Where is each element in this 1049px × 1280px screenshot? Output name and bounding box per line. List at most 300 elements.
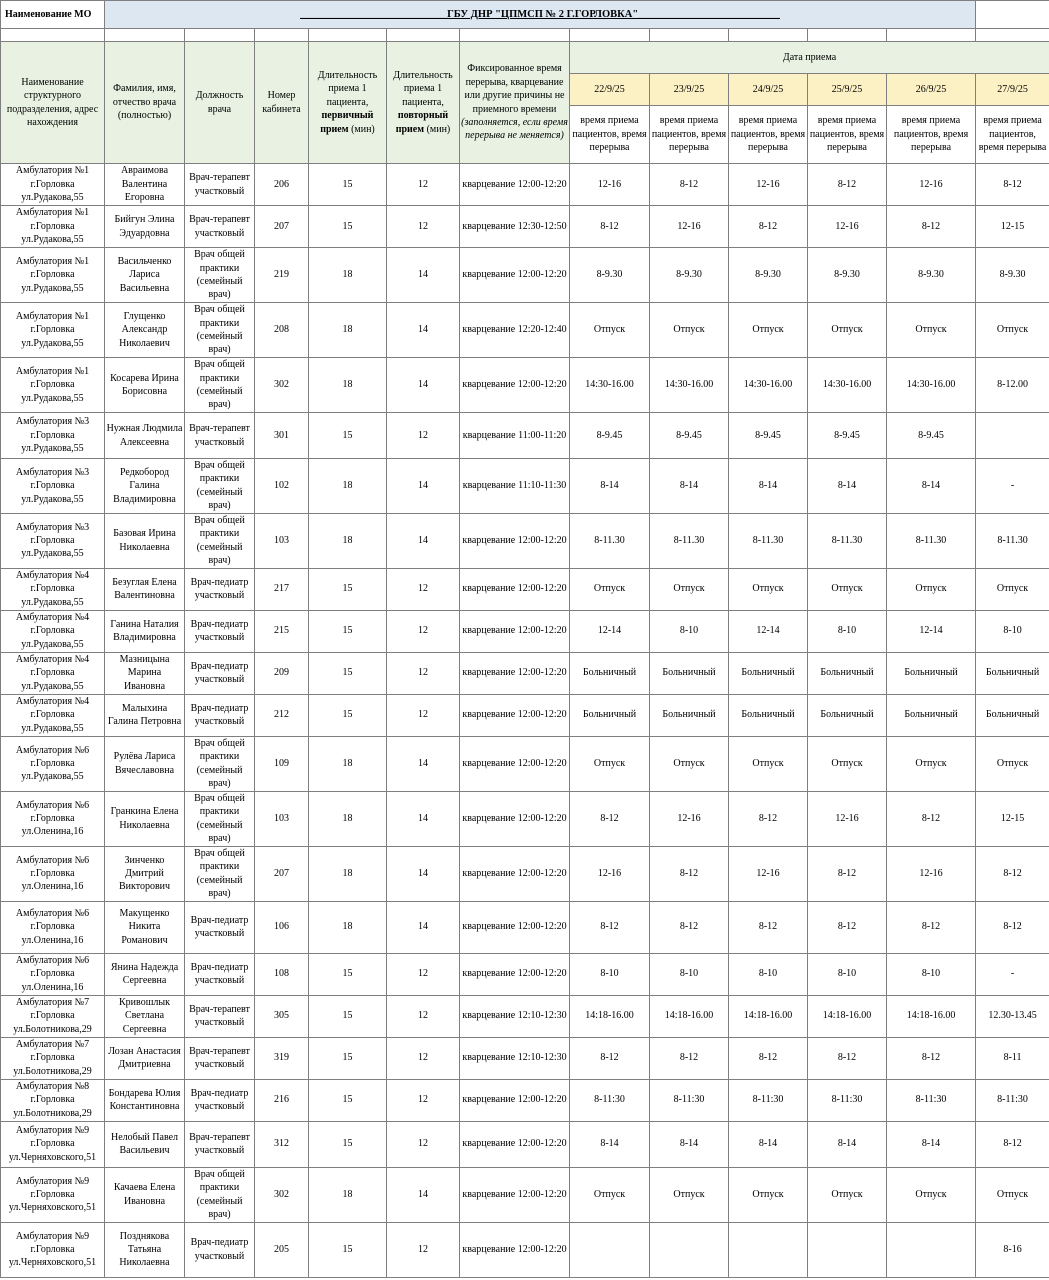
header-position: Должность врача [185, 42, 255, 164]
schedule-cell: 12-16 [887, 846, 976, 901]
room-cell: 319 [255, 1037, 309, 1079]
schedule-cell: 8-14 [887, 459, 976, 514]
schedule-cell: 8-12 [976, 901, 1049, 953]
table-row [1, 995, 1049, 1037]
break-cell: кварцевание 12:00-12:20 [460, 164, 570, 206]
schedule-cell: 8-9.30 [887, 248, 976, 303]
room-cell: 215 [255, 610, 309, 652]
schedule-cell: Больничный [887, 652, 976, 694]
position-cell: Врач-терапевт участковый [185, 995, 255, 1037]
repeat-duration: 12 [387, 1079, 460, 1121]
primary-duration: 15 [309, 953, 387, 995]
table-row [1, 568, 1049, 610]
repeat-duration: 14 [387, 303, 460, 358]
room-cell: 302 [255, 1167, 309, 1222]
schedule-cell [650, 1222, 729, 1277]
primary-duration: 18 [309, 901, 387, 953]
table-row [1, 248, 1049, 303]
position-cell: Врач общей практики (семейный врач) [185, 736, 255, 791]
schedule-cell: Больничный [976, 652, 1049, 694]
unit-cell: Амбулатория №6 г.Горловка ул.Оленина,16 [1, 791, 105, 846]
doctor-name: Авраимова Валентина Егоровна [105, 164, 185, 206]
schedule-cell: 8-12.00 [976, 358, 1049, 413]
schedule-cell: 8-12 [729, 1037, 808, 1079]
room-cell: 301 [255, 413, 309, 459]
position-cell: Врач-педиатр участковый [185, 1079, 255, 1121]
primary-duration: 18 [309, 248, 387, 303]
schedule-cell: 8-12 [808, 901, 887, 953]
unit-cell: Амбулатория №3 г.Горловка ул.Рудакова,55 [1, 413, 105, 459]
primary-duration: 18 [309, 358, 387, 413]
schedule-cell: 8-14 [808, 459, 887, 514]
table-row [1, 736, 1049, 791]
date-header: 24/9/25 [729, 74, 808, 106]
repeat-duration: 12 [387, 995, 460, 1037]
schedule-cell: Отпуск [570, 1167, 650, 1222]
schedule-cell: 8-12 [570, 206, 650, 248]
break-cell: кварцевание 12:20-12:40 [460, 303, 570, 358]
table-row [1, 791, 1049, 846]
primary-duration: 18 [309, 846, 387, 901]
primary-duration: 15 [309, 1222, 387, 1277]
schedule-cell: 8-14 [570, 459, 650, 514]
schedule-cell: 12-16 [808, 791, 887, 846]
break-cell: кварцевание 12:00-12:20 [460, 1121, 570, 1167]
schedule-cell: 8-12 [570, 1037, 650, 1079]
position-cell: Врач-педиатр участковый [185, 694, 255, 736]
schedule-cell: 8-12 [976, 846, 1049, 901]
schedule-cell: 14:18-16.00 [729, 995, 808, 1037]
schedule-subheader: время приема пациентов, время перерыва [808, 106, 887, 164]
schedule-cell: 12-16 [808, 206, 887, 248]
break-cell: кварцевание 12:10-12:30 [460, 995, 570, 1037]
table-row [1, 901, 1049, 953]
schedule-cell: Больничный [808, 694, 887, 736]
doctor-name: Косарева Ирина Борисовна [105, 358, 185, 413]
doctor-name: Рулёва Лариса Вячеславовна [105, 736, 185, 791]
position-cell: Врач-терапевт участковый [185, 1121, 255, 1167]
position-cell: Врач-педиатр участковый [185, 1222, 255, 1277]
schedule-cell: Отпуск [976, 1167, 1049, 1222]
table-row [1, 694, 1049, 736]
schedule-cell: 8-14 [729, 1121, 808, 1167]
schedule-cell: 8-11:30 [729, 1079, 808, 1121]
schedule-cell: Отпуск [729, 1167, 808, 1222]
schedule-cell: Отпуск [729, 568, 808, 610]
schedule-cell: 8-12 [887, 901, 976, 953]
date-header: 22/9/25 [570, 74, 650, 106]
mo-value [105, 1, 976, 29]
schedule-cell: Отпуск [729, 303, 808, 358]
position-cell: Врач общей практики (семейный врач) [185, 248, 255, 303]
break-cell: кварцевание 12:00-12:20 [460, 901, 570, 953]
break-cell: кварцевание 12:00-12:20 [460, 846, 570, 901]
schedule-cell: 8-12 [570, 901, 650, 953]
schedule-cell: Отпуск [887, 1167, 976, 1222]
table-row [1, 652, 1049, 694]
schedule-cell: 8-11.30 [570, 513, 650, 568]
unit-cell: Амбулатория №6 г.Горловка ул.Оленина,16 [1, 901, 105, 953]
schedule-subheader: время приема пациентов, время перерыва [729, 106, 808, 164]
doctor-name: Базовая Ирина Николаевна [105, 513, 185, 568]
schedule-cell: Отпуск [976, 303, 1049, 358]
primary-duration: 15 [309, 652, 387, 694]
break-cell: кварцевание 12:00-12:20 [460, 248, 570, 303]
schedule-cell: 12-16 [570, 164, 650, 206]
table-row [1, 1222, 1049, 1277]
date-header: 23/9/25 [650, 74, 729, 106]
table-row [1, 459, 1049, 514]
table-row [1, 953, 1049, 995]
unit-cell: Амбулатория №6 г.Горловка ул.Оленина,16 [1, 846, 105, 901]
header-repeat-post: (мин) [426, 123, 451, 135]
doctor-name: Лозан Анастасия Дмитриевна [105, 1037, 185, 1079]
schedule-cell: 8-12 [887, 1037, 976, 1079]
schedule-cell: Отпуск [976, 568, 1049, 610]
schedule-cell: 8-12 [808, 164, 887, 206]
repeat-duration: 12 [387, 610, 460, 652]
schedule-cell: 8-9.30 [650, 248, 729, 303]
schedule-cell: 8-10 [570, 953, 650, 995]
schedule-cell: Отпуск [650, 736, 729, 791]
schedule-cell: - [976, 459, 1049, 514]
position-cell: Врач общей практики (семейный врач) [185, 513, 255, 568]
doctor-name: Мазницына Марина Ивановна [105, 652, 185, 694]
schedule-cell: 8-11.30 [650, 513, 729, 568]
doctor-name: Макущенко Никита Романович [105, 901, 185, 953]
position-cell: Врач-педиатр участковый [185, 652, 255, 694]
schedule-cell: 8-10 [887, 953, 976, 995]
primary-duration: 18 [309, 459, 387, 514]
table-row [1, 610, 1049, 652]
position-cell: Врач общей практики (семейный врач) [185, 846, 255, 901]
primary-duration: 15 [309, 610, 387, 652]
schedule-cell: 8-9.30 [729, 248, 808, 303]
schedule-cell: Отпуск [887, 736, 976, 791]
room-cell: 212 [255, 694, 309, 736]
schedule-cell: Отпуск [808, 303, 887, 358]
header-primary-post: (мин) [351, 123, 375, 135]
schedule-cell: 12-14 [729, 610, 808, 652]
unit-cell: Амбулатория №8 г.Горловка ул.Болотникова,29 [1, 1079, 105, 1121]
repeat-duration: 14 [387, 846, 460, 901]
header-primary-bold: первичный прием [320, 110, 374, 135]
break-cell: кварцевание 12:00-12:20 [460, 1222, 570, 1277]
repeat-duration: 14 [387, 791, 460, 846]
schedule-cell: Больничный [650, 652, 729, 694]
doctor-name: Позднякова Татьяна Николаевна [105, 1222, 185, 1277]
position-cell: Врач-педиатр участковый [185, 901, 255, 953]
header-primary-pre: Длительность приема 1 пациента, [317, 69, 378, 108]
schedule-cell: 8-12 [650, 164, 729, 206]
repeat-duration: 14 [387, 459, 460, 514]
doctor-name: Безуглая Елена Валентиновна [105, 568, 185, 610]
schedule-cell: - [976, 953, 1049, 995]
schedule-cell: 8-11:30 [650, 1079, 729, 1121]
schedule-cell: 8-14 [650, 459, 729, 514]
doctor-name: Кривошлык Светлана Сергеевна [105, 995, 185, 1037]
schedule-cell: 8-9.45 [808, 413, 887, 459]
header-dates-title: Дата приема [570, 42, 1049, 74]
schedule-cell: 8-10 [650, 610, 729, 652]
schedule-cell: Отпуск [650, 303, 729, 358]
schedule-cell: Больничный [729, 652, 808, 694]
room-cell: 216 [255, 1079, 309, 1121]
doctor-name: Янина Надежда Сергеевна [105, 953, 185, 995]
primary-duration: 18 [309, 791, 387, 846]
schedule-cell: 12-16 [570, 846, 650, 901]
schedule-subheader: время приема пациентов, время перерыва [650, 106, 729, 164]
schedule-cell: Отпуск [729, 736, 808, 791]
unit-cell: Амбулатория №7 г.Горловка ул.Болотникова,29 [1, 995, 105, 1037]
header-row-1 [1, 42, 1049, 74]
schedule-cell: 8-12 [808, 1037, 887, 1079]
unit-cell: Амбулатория №6 г.Горловка ул.Рудакова,55 [1, 736, 105, 791]
repeat-duration: 12 [387, 1121, 460, 1167]
schedule-cell: 12-15 [976, 791, 1049, 846]
schedule-cell [887, 1222, 976, 1277]
header-repeat [387, 42, 460, 164]
repeat-duration: 12 [387, 206, 460, 248]
schedule-cell: 8-12 [570, 791, 650, 846]
schedule-cell: 12-16 [729, 846, 808, 901]
position-cell: Врач-педиатр участковый [185, 568, 255, 610]
repeat-duration: 14 [387, 513, 460, 568]
room-cell: 312 [255, 1121, 309, 1167]
schedule-cell: Отпуск [808, 568, 887, 610]
schedule-cell: Отпуск [650, 568, 729, 610]
doctor-name: Малыхина Галина Петровна [105, 694, 185, 736]
schedule-cell: Отпуск [570, 303, 650, 358]
schedule-cell: 8-10 [808, 610, 887, 652]
schedule-cell: 8-11:30 [887, 1079, 976, 1121]
schedule-cell: Больничный [570, 694, 650, 736]
repeat-duration: 12 [387, 953, 460, 995]
date-header: 26/9/25 [887, 74, 976, 106]
room-cell: 209 [255, 652, 309, 694]
unit-cell: Амбулатория №1 г.Горловка ул.Рудакова,55 [1, 358, 105, 413]
table-row [1, 1121, 1049, 1167]
repeat-duration: 14 [387, 901, 460, 953]
position-cell: Врач-терапевт участковый [185, 1037, 255, 1079]
primary-duration: 15 [309, 1037, 387, 1079]
header-name: Фамилия, имя, отчество врача (полностью) [105, 42, 185, 164]
mo-row [1, 1, 1049, 29]
repeat-duration: 14 [387, 1167, 460, 1222]
schedule-cell: 12-16 [650, 791, 729, 846]
repeat-duration: 14 [387, 736, 460, 791]
repeat-duration: 14 [387, 358, 460, 413]
primary-duration: 15 [309, 995, 387, 1037]
schedule-cell: 8-12 [729, 791, 808, 846]
schedule-cell: 8-9.30 [976, 248, 1049, 303]
break-cell: кварцевание 12:00-12:20 [460, 652, 570, 694]
schedule-cell: 8-9.30 [570, 248, 650, 303]
schedule-cell: 12-15 [976, 206, 1049, 248]
repeat-duration: 12 [387, 1037, 460, 1079]
schedule-cell: 12-14 [887, 610, 976, 652]
header-room: Номер кабинета [255, 42, 309, 164]
doctor-name: Нужная Людмила Алексеевна [105, 413, 185, 459]
unit-cell: Амбулатория №9 г.Горловка ул.Черняховского,51 [1, 1167, 105, 1222]
schedule-cell: 8-14 [887, 1121, 976, 1167]
schedule-cell: 8-10 [650, 953, 729, 995]
break-cell: кварцевание 12:00-12:20 [460, 513, 570, 568]
repeat-duration: 12 [387, 164, 460, 206]
schedule-cell: 14:30-16.00 [887, 358, 976, 413]
table-row [1, 358, 1049, 413]
room-cell: 219 [255, 248, 309, 303]
schedule-cell: 8-9.45 [570, 413, 650, 459]
primary-duration: 15 [309, 206, 387, 248]
room-cell: 305 [255, 995, 309, 1037]
room-cell: 106 [255, 901, 309, 953]
primary-duration: 18 [309, 1167, 387, 1222]
break-cell: кварцевание 12:00-12:20 [460, 610, 570, 652]
schedule-cell: Отпуск [570, 736, 650, 791]
schedule-cell: 8-14 [570, 1121, 650, 1167]
schedule-cell [570, 1222, 650, 1277]
schedule-cell: 14:18-16.00 [570, 995, 650, 1037]
unit-cell: Амбулатория №6 г.Горловка ул.Оленина,16 [1, 953, 105, 995]
doctor-name: Васильченко Лариса Васильевна [105, 248, 185, 303]
table-row [1, 846, 1049, 901]
room-cell: 207 [255, 846, 309, 901]
break-cell: кварцевание 12:30-12:50 [460, 206, 570, 248]
schedule-cell: Больничный [570, 652, 650, 694]
table-row [1, 413, 1049, 459]
unit-cell: Амбулатория №4 г.Горловка ул.Рудакова,55 [1, 652, 105, 694]
schedule-cell: 8-11.30 [887, 513, 976, 568]
schedule-cell: 14:18-16.00 [650, 995, 729, 1037]
primary-duration: 15 [309, 568, 387, 610]
unit-cell: Амбулатория №1 г.Горловка ул.Рудакова,55 [1, 248, 105, 303]
break-cell: кварцевание 11:10-11:30 [460, 459, 570, 514]
room-cell: 109 [255, 736, 309, 791]
schedule-cell: 8-11.30 [808, 513, 887, 568]
doctor-name: Редкобород Галина Владимировна [105, 459, 185, 514]
unit-cell: Амбулатория №3 г.Горловка ул.Рудакова,55 [1, 513, 105, 568]
schedule-cell: 8-10 [808, 953, 887, 995]
schedule-cell: 8-11:30 [570, 1079, 650, 1121]
schedule-cell: 8-11.30 [729, 513, 808, 568]
room-cell: 205 [255, 1222, 309, 1277]
schedule-cell [729, 1222, 808, 1277]
header-break [460, 42, 570, 164]
position-cell: Врач-педиатр участковый [185, 953, 255, 995]
schedule-subheader: время приема пациентов, время перерыва [976, 106, 1049, 164]
unit-cell: Амбулатория №4 г.Горловка ул.Рудакова,55 [1, 610, 105, 652]
schedule-cell: Отпуск [887, 568, 976, 610]
room-cell: 103 [255, 791, 309, 846]
schedule-cell: 12.30-13.45 [976, 995, 1049, 1037]
schedule-cell: Больничный [650, 694, 729, 736]
table-row [1, 303, 1049, 358]
doctor-name: Бондарева Юлия Константиновна [105, 1079, 185, 1121]
schedule-cell: 8-9.45 [650, 413, 729, 459]
unit-cell: Амбулатория №4 г.Горловка ул.Рудакова,55 [1, 568, 105, 610]
break-cell: кварцевание 12:00-12:20 [460, 568, 570, 610]
schedule-cell: 8-11:30 [976, 1079, 1049, 1121]
date-header: 27/9/25 [976, 74, 1049, 106]
position-cell: Врач-терапевт участковый [185, 164, 255, 206]
doctor-name: Нелобый Павел Васильевич [105, 1121, 185, 1167]
schedule-cell: 8-12 [650, 1037, 729, 1079]
schedule-cell: Отпуск [808, 736, 887, 791]
room-cell: 208 [255, 303, 309, 358]
schedule-cell: 8-9.30 [808, 248, 887, 303]
schedule-cell: 8-11 [976, 1037, 1049, 1079]
schedule-cell: 12-14 [570, 610, 650, 652]
room-cell: 206 [255, 164, 309, 206]
header-break-note: (заполняется, если время перерыва не меняется) [461, 116, 568, 142]
doctor-name: Гранкина Елена Николаевна [105, 791, 185, 846]
schedule-subheader: время приема пациентов, время перерыва [570, 106, 650, 164]
schedule-cell: 8-10 [729, 953, 808, 995]
position-cell: Врач общей практики (семейный врач) [185, 358, 255, 413]
table-row [1, 1167, 1049, 1222]
schedule-cell: Отпуск [976, 736, 1049, 791]
repeat-duration: 12 [387, 694, 460, 736]
schedule-cell: 14:18-16.00 [887, 995, 976, 1037]
schedule-cell: Отпуск [808, 1167, 887, 1222]
schedule-cell: 8-16 [976, 1222, 1049, 1277]
mo-label: Наименование МО [1, 1, 105, 29]
primary-duration: 18 [309, 303, 387, 358]
primary-duration: 18 [309, 513, 387, 568]
repeat-duration: 14 [387, 248, 460, 303]
primary-duration: 15 [309, 1079, 387, 1121]
room-cell: 302 [255, 358, 309, 413]
date-header: 25/9/25 [808, 74, 887, 106]
schedule-cell: 8-9.45 [887, 413, 976, 459]
schedule-cell [976, 413, 1049, 459]
position-cell: Врач общей практики (семейный врач) [185, 303, 255, 358]
schedule-cell: 8-12 [729, 901, 808, 953]
schedule-cell: 14:30-16.00 [729, 358, 808, 413]
break-cell: кварцевание 12:00-12:20 [460, 953, 570, 995]
schedule-cell: 8-11.30 [976, 513, 1049, 568]
repeat-duration: 12 [387, 652, 460, 694]
repeat-duration: 12 [387, 1222, 460, 1277]
break-cell: кварцевание 12:00-12:20 [460, 1167, 570, 1222]
unit-cell: Амбулатория №1 г.Горловка ул.Рудакова,55 [1, 303, 105, 358]
schedule-cell: Больничный [729, 694, 808, 736]
unit-cell: Амбулатория №4 г.Горловка ул.Рудакова,55 [1, 694, 105, 736]
schedule-cell: 8-12 [887, 206, 976, 248]
break-cell: кварцевание 11:00-11:20 [460, 413, 570, 459]
table-row [1, 164, 1049, 206]
schedule-cell: 8-12 [808, 846, 887, 901]
schedule-cell: Больничный [808, 652, 887, 694]
break-cell: кварцевание 12:00-12:20 [460, 358, 570, 413]
unit-cell: Амбулатория №9 г.Горловка ул.Черняховского,51 [1, 1121, 105, 1167]
schedule-cell: 8-12 [729, 206, 808, 248]
schedule-cell: 8-12 [650, 901, 729, 953]
repeat-duration: 12 [387, 568, 460, 610]
table-row [1, 1079, 1049, 1121]
doctor-name: Ганина Наталия Владимировна [105, 610, 185, 652]
empty-cell [976, 1, 1049, 29]
room-cell: 207 [255, 206, 309, 248]
repeat-duration: 12 [387, 413, 460, 459]
break-cell: кварцевание 12:00-12:20 [460, 1079, 570, 1121]
header-break-text: Фиксированное время перерыва, кварцевание или другие причины не приемного времени [464, 63, 565, 115]
doctor-name: Бийгун Элина Эдуардовна [105, 206, 185, 248]
schedule-cell: 14:18-16.00 [808, 995, 887, 1037]
schedule-cell: 8-12 [976, 164, 1049, 206]
spacer-row [1, 29, 1049, 42]
